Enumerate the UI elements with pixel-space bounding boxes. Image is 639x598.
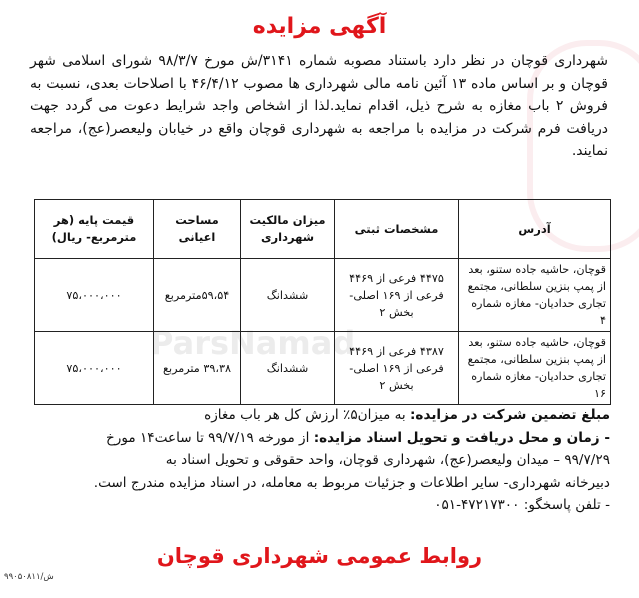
guarantee-line bbox=[30, 404, 610, 427]
notice-title: آگهی مزایده bbox=[252, 14, 387, 39]
conditions-block bbox=[30, 404, 610, 517]
schedule-label: - زمان و محل دریافت و تحویل اسناد مزایده: bbox=[313, 429, 610, 446]
notice-code: ش/۹۹۰۵۰۸۱۱ bbox=[4, 572, 54, 582]
cell-base-price: ۷۵،۰۰۰،۰۰۰ bbox=[35, 332, 154, 405]
guarantee-text: به میزان۵٪ ارزش کل هر باب مغازه bbox=[204, 407, 410, 423]
publisher-signature: روابط عمومی شهرداری قوچان bbox=[156, 544, 483, 568]
header-registration: مشخصات ثبتی bbox=[335, 200, 459, 259]
header-area: مساحت اعیانی bbox=[154, 200, 241, 259]
cell-area: ۵۹،۵۴مترمربع bbox=[154, 259, 241, 332]
cell-ownership: ششدانگ bbox=[241, 332, 335, 405]
schedule-line-2: ۹۹/۷/۲۹ – میدان ولیعصر(عج)، شهرداری قوچان، واحد حقوقی و تحویل اسناد به bbox=[165, 452, 610, 469]
cell-address: قوچان، حاشیه جاده ستنو، بعد از پمپ بنزین سلطانی، مجتمع تجاری حدادیان- مغازه شماره ۴ bbox=[459, 259, 611, 332]
header-address: آدرس bbox=[459, 200, 611, 259]
intro-paragraph: شهرداری قوچان در نظر دارد باستناد مصوبه شماره ۳۱۴۱/ش مورخ ۹۸/۳/۷ شورای اسلامی شهر قوچان و بر اساس ماده ۱۳ آئین نامه مالی شهرداری ها مصوب ۴۶/۴/۱۲ با اصلاحات بعدی، نسبت به فروش ۲ باب مغازه به شرح ذیل، اقدام نماید.لذا از اشخاص واجد شرایط دعوت می گردد جهت دریافت فرم شرکت در مزایده با مراجعه به شهرداری قوچان واقع در خیابان ولیعصر(عج)، مراجعه نمایند. bbox=[30, 53, 608, 160]
schedule-line-1 bbox=[30, 427, 610, 450]
table-row bbox=[35, 332, 611, 405]
table-row bbox=[35, 259, 611, 332]
schedule-line-3: دبیرخانه شهرداری- سایر اطلاعات و جزئیات مربوط به معامله، در اسناد مزایده مندرج است. bbox=[93, 474, 610, 491]
guarantee-label: مبلغ تضمین شرکت در مزایده: bbox=[410, 407, 610, 423]
cell-address: قوچان، حاشیه جاده ستنو، بعد از پمپ بنزین سلطانی، مجتمع تجاری حدادیان- مغازه شماره ۱۶ bbox=[459, 332, 611, 405]
cell-registration: ۴۳۸۷ فرعی از ۴۴۶۹ فرعی از ۱۶۹ اصلی- بخش ۲ bbox=[335, 332, 459, 405]
watermark: ParsNamad bbox=[150, 324, 356, 362]
cell-ownership: ششدانگ bbox=[241, 259, 335, 332]
header-ownership: میزان مالکیت شهرداری bbox=[241, 200, 335, 259]
cell-base-price: ۷۵،۰۰۰،۰۰۰ bbox=[35, 259, 154, 332]
phone-line: - تلفن پاسخگو: ۴۷۲۱۷۳۰۰-۰۵۱ bbox=[434, 497, 610, 514]
table-header-row bbox=[35, 200, 611, 259]
cell-registration: ۴۴۷۵ فرعی از ۴۴۶۹ فرعی از ۱۶۹ اصلی- بخش ۲ bbox=[335, 259, 459, 332]
shops-table bbox=[34, 199, 611, 405]
header-base-price: قیمت پایه (هر مترمربع- ریال) bbox=[35, 200, 154, 259]
cell-area: ۳۹،۳۸ مترمربع bbox=[154, 332, 241, 405]
schedule-text-1: از مورخه ۹۹/۷/۱۹ تا ساعت۱۴ مورخ bbox=[106, 429, 314, 446]
